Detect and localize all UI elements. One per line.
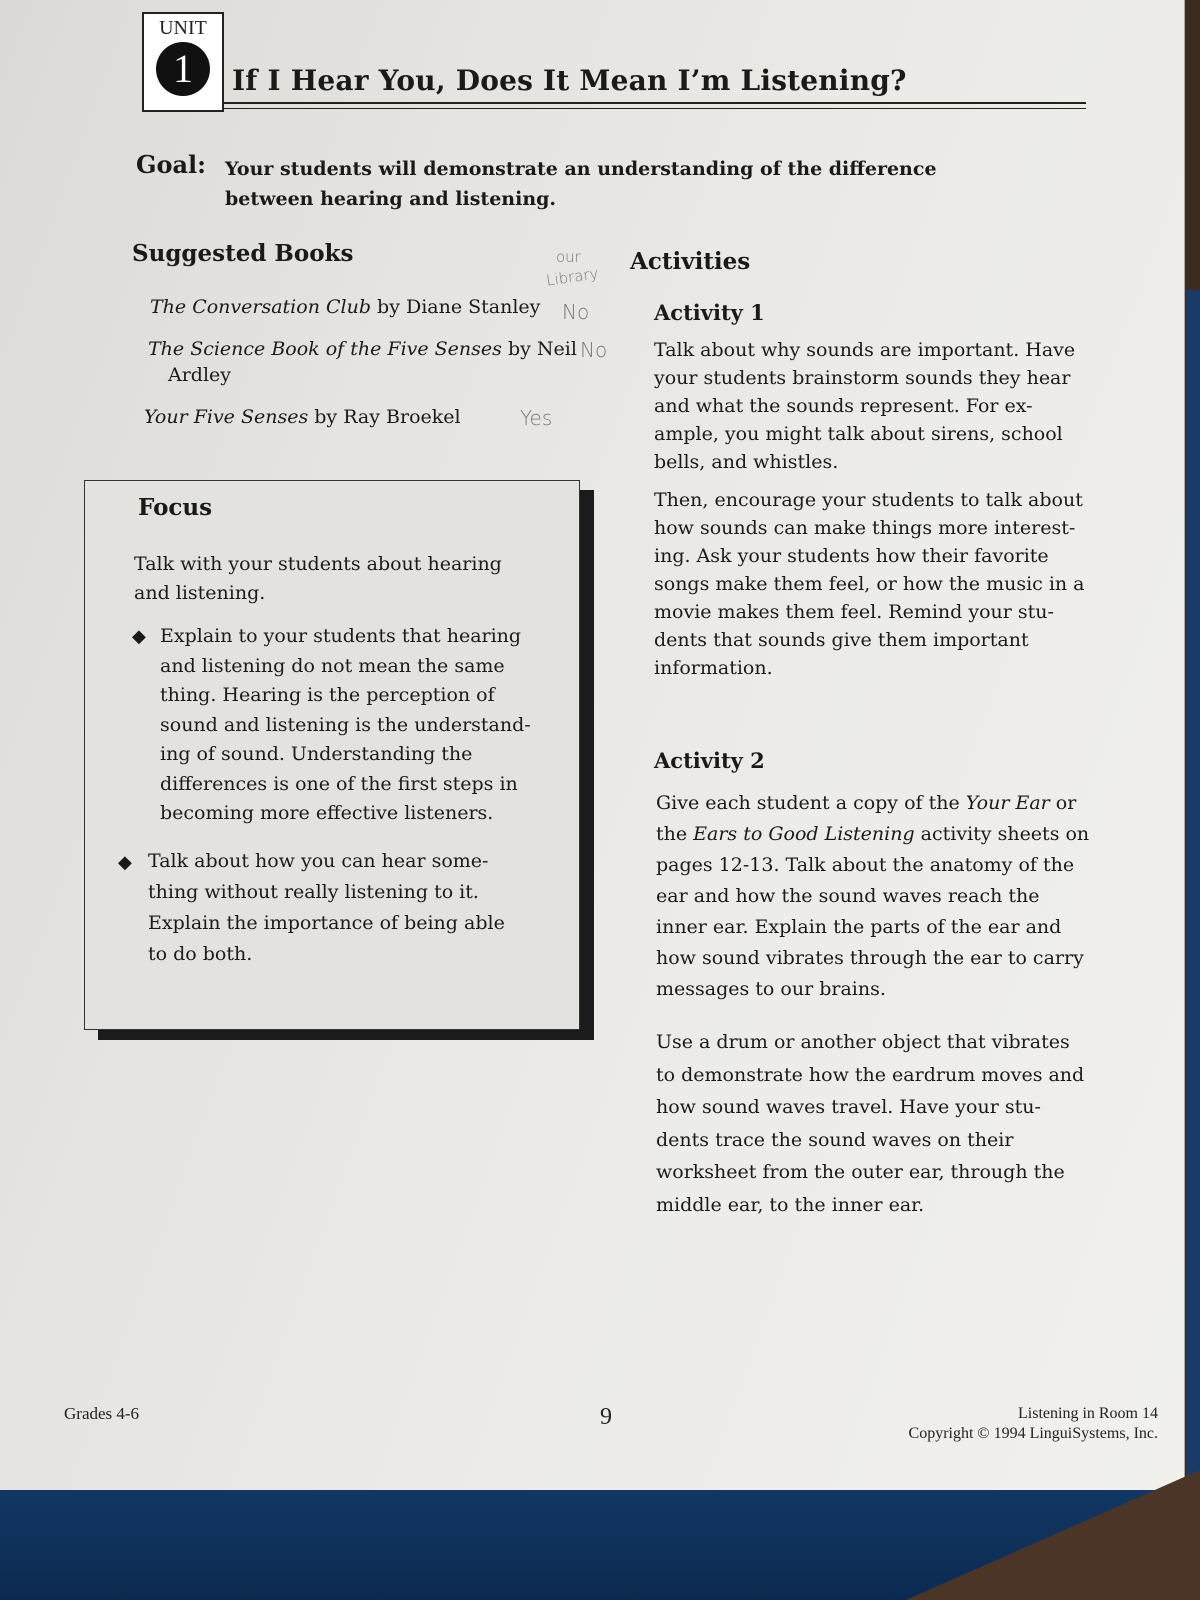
handwritten-note-library: Library <box>545 264 600 290</box>
footer-grades: Grades 4-6 <box>64 1404 140 1423</box>
book-author-continued: Ardley <box>168 364 232 386</box>
footer-book-title: Listening in Room 14 <box>1018 1405 1158 1422</box>
title-rule <box>222 102 1086 109</box>
unit-word: UNIT <box>159 17 207 39</box>
activity-1-paragraph-2 <box>654 486 1085 682</box>
bullet-line: ing of sound. Understanding the <box>160 743 473 765</box>
book-author: by Ray Broekel <box>308 406 461 428</box>
page-number: 9 <box>600 1404 612 1430</box>
focus-intro-line: Talk with your students about hearing <box>134 553 502 575</box>
unit-number: 1 <box>156 42 210 96</box>
unit-badge <box>142 12 224 112</box>
bullet-line: and listening do not mean the same <box>160 654 505 677</box>
bullet-line: to do both. <box>148 943 253 965</box>
text-line: ing. Ask your students how their favorite <box>654 545 1049 567</box>
text-line: movie makes them feel. Remind your stu- <box>654 601 1054 623</box>
text-line: inner ear. Explain the parts of the ear and <box>656 916 1062 938</box>
text-line: Then, encourage your students to talk about <box>654 489 1083 511</box>
text-line: information. <box>654 657 773 679</box>
goal-line: Your students will demonstrate an understanding of the difference <box>225 158 937 180</box>
text-line: to demonstrate how the eardrum moves and <box>656 1063 1085 1086</box>
bullet-line: thing without really listening to it. <box>148 881 479 903</box>
text-span: the <box>656 823 694 845</box>
text-line: messages to our brains. <box>656 978 886 1000</box>
activity-1-paragraph-1 <box>654 336 1075 476</box>
activity-2-paragraph-1 <box>656 788 1089 1005</box>
focus-bullet <box>148 846 505 970</box>
focus-heading: Focus <box>138 494 213 521</box>
book-title: Your Five Senses <box>144 406 309 428</box>
text-line: ear and how the sound waves reach the <box>656 885 1040 907</box>
book-item <box>144 404 461 430</box>
text-line: dents that sounds give them important <box>654 629 1029 651</box>
book-author: by Neil <box>501 338 577 360</box>
goal-label: Goal: <box>136 150 207 179</box>
footer-credit <box>909 1404 1158 1444</box>
suggested-books-heading: Suggested Books <box>132 240 354 267</box>
text-line: pages 12-13. Talk about the anatomy of the <box>656 854 1075 876</box>
text-line <box>656 819 1089 850</box>
bullet-line: Talk about how you can hear some- <box>148 850 489 872</box>
bullet-line: thing. Hearing is the perception of <box>160 684 495 706</box>
text-line: songs make them feel, or how the music in a <box>654 573 1085 595</box>
book-item <box>150 294 540 320</box>
bullet-line: sound and listening is the understand- <box>160 713 531 736</box>
book-item <box>148 336 577 362</box>
text-line: your students brainstorm sounds they hear <box>654 367 1071 389</box>
handwritten-note: No <box>580 338 608 362</box>
focus-intro <box>134 550 554 608</box>
bullet-line: Explain to your students that hearing <box>160 625 522 647</box>
text-line: dents trace the sound waves on their <box>656 1128 1014 1151</box>
activity-2-heading: Activity 2 <box>654 748 765 773</box>
bullet-line: differences is one of the first steps in <box>160 772 518 795</box>
text-line: how sounds can make things more interest- <box>654 517 1076 539</box>
text-span: activity sheets on <box>914 823 1090 845</box>
page-title: If I Hear You, Does It Mean I’m Listening? <box>232 64 907 97</box>
text-line: and what the sounds represent. For ex- <box>654 395 1033 417</box>
text-line: how sound vibrates through the ear to carry <box>656 947 1084 969</box>
handwritten-note-our: our <box>556 248 581 266</box>
worksheet-title: Ears to Good Listening <box>693 823 915 845</box>
activities-heading: Activities <box>630 248 751 275</box>
footer-copyright: Copyright © 1994 LinguiSystems, Inc. <box>908 1425 1158 1442</box>
handwritten-note: Yes <box>520 406 553 430</box>
diamond-bullet-icon: ◆ <box>118 852 132 873</box>
diamond-bullet-icon: ◆ <box>132 626 146 647</box>
focus-intro-line: and listening. <box>134 582 266 604</box>
bullet-line: becoming more effective listeners. <box>160 802 494 824</box>
book-title: The Conversation Club <box>150 296 371 318</box>
book-title: The Science Book of the Five Senses <box>148 338 502 360</box>
text-line: how sound waves travel. Have your stu- <box>656 1096 1041 1118</box>
goal-line: between hearing and listening. <box>225 188 557 210</box>
text-line: bells, and whistles. <box>654 451 839 473</box>
handwritten-note: No <box>562 300 590 324</box>
activity-1-heading: Activity 1 <box>654 300 765 325</box>
text-line: worksheet from the outer ear, through the <box>656 1161 1065 1183</box>
text-line: Use a drum or another object that vibrates <box>656 1031 1070 1053</box>
text-line: Talk about why sounds are important. Have <box>654 339 1076 361</box>
text-span: or <box>1049 792 1077 814</box>
text-line <box>656 788 1089 819</box>
focus-bullet <box>160 622 531 829</box>
text-span: Give each student a copy of the <box>656 792 966 814</box>
book-author: by Diane Stanley <box>371 296 541 318</box>
text-line: middle ear, to the inner ear. <box>656 1193 925 1216</box>
bullet-line: Explain the importance of being able <box>148 912 505 934</box>
activity-2-paragraph-2 <box>656 1026 1084 1221</box>
folder-edge <box>1186 290 1200 1490</box>
goal-text <box>225 154 1045 214</box>
text-line: ample, you might talk about sirens, school <box>654 423 1063 445</box>
worksheet-title: Your Ear <box>965 792 1050 814</box>
